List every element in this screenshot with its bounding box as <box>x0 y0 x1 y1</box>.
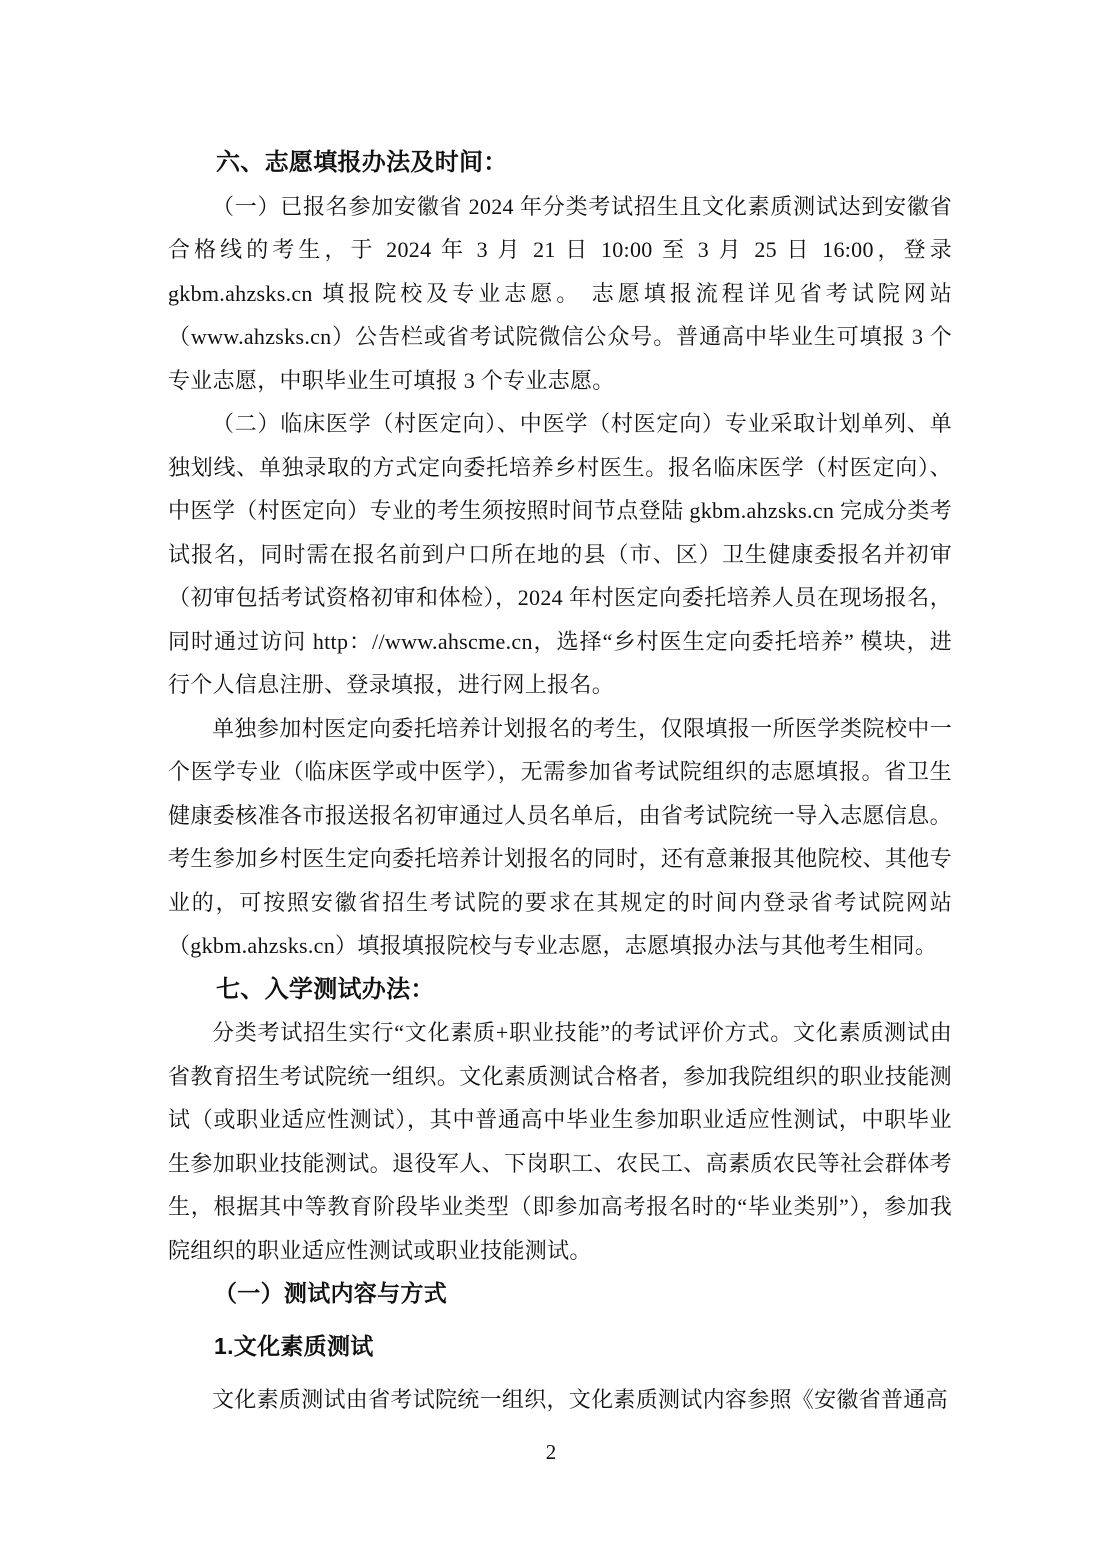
subheading-culture-test: 1.文化素质测试 <box>214 1332 374 1359</box>
paragraph-volunteer-2: （二）临床医学（村医定向）、中医学（村医定向）专业采取计划单列、单独划线、单独录取的方式定向委托培养乡村医生。报名临床医学（村医定向）、中医学（村医定向）专业的考生须按照时间节点登陆 gkbm.ahzsks.cn 完成分类考试报名，同时需在报名前到户口所在地的县（市、区）卫生健康委报名并初审（初审包括考试资格初审和体检），2024 年村医定向委托培养人员在现场报名，同时通过访问 http：//www.ahscme.cn，选择“乡村医生定向委托培养” 模块，进行个人信息注册、登录填报，进行网上报名。 <box>168 411 952 697</box>
section-heading-volunteer: 六、志愿填报办法及时间： <box>216 149 508 176</box>
section-heading-admission-test: 七、入学测试办法： <box>216 975 435 1003</box>
subheading-test-content-mode: （一）测试内容与方式 <box>214 1280 447 1306</box>
paragraph-volunteer-3: 单独参加村医定向委托培养计划报名的考生，仅限填报一所医学类院校中一个医学专业（临床医学或中医学），无需参加省考试院组织的志愿填报。省卫生健康委核准各市报送报名初审通过人员名单后，由省考试院统一导入志愿信息。考生参加乡村医生定向委托培养计划报名的同时，还有意兼报其他院校、其他专业的，可按照安徽省招生考试院的要求在其规定的时间内登录省考试院网站（gkbm.ahzsks.cn）填报填报院校与专业志愿，志愿填报办法与其他考生相同。 <box>168 715 952 958</box>
paragraph-volunteer-1: （一）已报名参加安徽省 2024 年分类考试招生且文化素质测试达到安徽省合格线的考生，于 2024 年 3 月 21 日 10:00 至 3 月 25 日 16:00，登录 gkbm.ahzsks.cn 填报院校及专业志愿。 志愿填报流程详见省考试院网站（www.ahzsks.cn）公告栏或省考试院微信公众号。普通高中毕业生可填报 3 个专业志愿，中职毕业生可填报 3 个专业志愿。 <box>168 193 952 393</box>
document-body <box>168 141 952 1422</box>
page-number: 2 <box>545 1440 557 1464</box>
paragraph-culture-test: 文化素质测试由省考试院统一组织，文化素质测试内容参照《安徽省普通高 <box>212 1387 948 1412</box>
paragraph-admission-test-1: 分类考试招生实行“文化素质+职业技能”的考试评价方式。文化素质测试由省教育招生考试院统一组织。文化素质测试合格者，参加我院组织的职业技能测试（或职业适应性测试），其中普通高中毕业生参加职业适应性测试，中职毕业生参加职业技能测试。退役军人、下岗职工、农民工、高素质农民等社会群体考生，根据其中等教育阶段毕业类型（即参加高考报名时的“毕业类别”），参加我院组织的职业适应性测试或职业技能测试。 <box>168 1020 952 1263</box>
